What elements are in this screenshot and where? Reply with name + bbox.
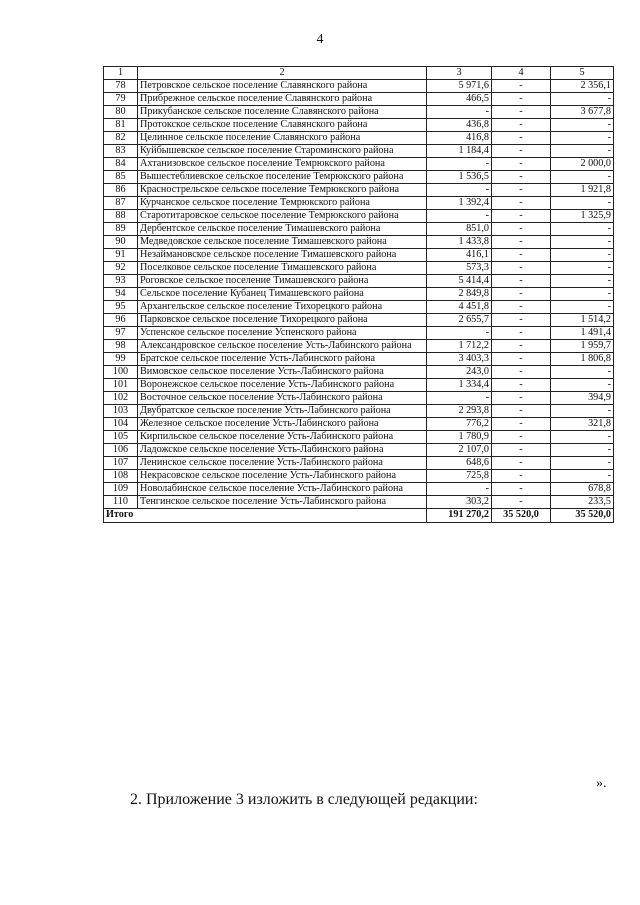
value-col-4: - <box>492 392 551 405</box>
value-col-5: - <box>551 171 614 184</box>
value-col-3: 303,2 <box>427 496 492 509</box>
value-col-4: - <box>492 470 551 483</box>
row-number: 92 <box>104 262 138 275</box>
value-col-3: 776,2 <box>427 418 492 431</box>
value-col-3: 5 414,4 <box>427 275 492 288</box>
value-col-3: 1 392,4 <box>427 197 492 210</box>
row-number: 106 <box>104 444 138 457</box>
value-col-4: - <box>492 93 551 106</box>
settlement-name: Незаймановское сельское поселение Тимашевского района <box>138 249 427 262</box>
table-row <box>104 405 614 418</box>
value-col-4: - <box>492 236 551 249</box>
table-row <box>104 197 614 210</box>
settlement-name: Воронежское сельское поселение Усть-Лабинского района <box>138 379 427 392</box>
value-col-5: 1 491,4 <box>551 327 614 340</box>
value-col-5: 3 677,8 <box>551 106 614 119</box>
value-col-3: 416,1 <box>427 249 492 262</box>
settlement-name: Ахтанизовское сельское поселение Темрюкского района <box>138 158 427 171</box>
value-col-5: 1 806,8 <box>551 353 614 366</box>
table-row <box>104 132 614 145</box>
settlement-name: Братское сельское поселение Усть-Лабинского района <box>138 353 427 366</box>
value-col-3: 3 403,3 <box>427 353 492 366</box>
value-col-4: - <box>492 353 551 366</box>
table-row <box>104 392 614 405</box>
table-row <box>104 444 614 457</box>
settlement-name: Восточное сельское поселение Усть-Лабинского района <box>138 392 427 405</box>
table-row <box>104 80 614 93</box>
table-row <box>104 418 614 431</box>
header-cell-2: 2 <box>138 67 427 80</box>
value-col-3: 4 451,8 <box>427 301 492 314</box>
row-number: 96 <box>104 314 138 327</box>
value-col-3: - <box>427 210 492 223</box>
value-col-4: - <box>492 210 551 223</box>
table-row <box>104 496 614 509</box>
value-col-4: - <box>492 249 551 262</box>
row-number: 105 <box>104 431 138 444</box>
settlement-name: Парковское сельское поселение Тихорецкого района <box>138 314 427 327</box>
value-col-5: 1 514,2 <box>551 314 614 327</box>
value-col-4: - <box>492 418 551 431</box>
value-col-4: - <box>492 197 551 210</box>
value-col-4: - <box>492 275 551 288</box>
row-number: 95 <box>104 301 138 314</box>
value-col-3: 1 712,2 <box>427 340 492 353</box>
settlement-name: Архангельское сельское поселение Тихорецкого района <box>138 301 427 314</box>
table-row <box>104 184 614 197</box>
value-col-3: 1 334,4 <box>427 379 492 392</box>
settlement-name: Двубратское сельское поселение Усть-Лабинского района <box>138 405 427 418</box>
settlement-name: Поселковое сельское поселение Тимашевского района <box>138 262 427 275</box>
value-col-4: - <box>492 327 551 340</box>
settlement-name: Кирпильское сельское поселение Усть-Лабинского района <box>138 431 427 444</box>
table-row <box>104 275 614 288</box>
value-col-3: 573,3 <box>427 262 492 275</box>
value-col-5: 233,5 <box>551 496 614 509</box>
row-number: 102 <box>104 392 138 405</box>
row-number: 85 <box>104 171 138 184</box>
table-row <box>104 379 614 392</box>
value-col-4: - <box>492 444 551 457</box>
settlement-name: Вимовское сельское поселение Усть-Лабинского района <box>138 366 427 379</box>
value-col-4: - <box>492 80 551 93</box>
value-col-4: - <box>492 184 551 197</box>
value-col-3: 2 849,8 <box>427 288 492 301</box>
value-col-3: 436,8 <box>427 119 492 132</box>
value-col-3: 851,0 <box>427 223 492 236</box>
value-col-5: 2 356,1 <box>551 80 614 93</box>
value-col-5: 1 959,7 <box>551 340 614 353</box>
table-row <box>104 431 614 444</box>
row-number: 89 <box>104 223 138 236</box>
page-number: 4 <box>316 32 324 47</box>
settlement-name: Некрасовское сельское поселение Усть-Лабинского района <box>138 470 427 483</box>
header-cell-5: 5 <box>551 67 614 80</box>
settlement-name: Краснострельское сельское поселение Темрюкского района <box>138 184 427 197</box>
value-col-4: - <box>492 366 551 379</box>
settlement-name: Вышестеблиевское сельское поселение Темрюкского района <box>138 171 427 184</box>
value-col-3: 1 433,8 <box>427 236 492 249</box>
row-number: 91 <box>104 249 138 262</box>
value-col-5: - <box>551 444 614 457</box>
row-number: 107 <box>104 457 138 470</box>
header-cell-1: 1 <box>104 67 138 80</box>
row-number: 81 <box>104 119 138 132</box>
settlement-name: Курчанское сельское поселение Темрюкского района <box>138 197 427 210</box>
total-col-4: 35 520,0 <box>492 509 551 523</box>
settlement-name: Ладожское сельское поселение Усть-Лабинского района <box>138 444 427 457</box>
value-col-4: - <box>492 288 551 301</box>
value-col-5: 394,9 <box>551 392 614 405</box>
settlement-name: Александровское сельское поселение Усть-Лабинского района <box>138 340 427 353</box>
value-col-3: - <box>427 483 492 496</box>
settlement-name: Железное сельское поселение Усть-Лабинского района <box>138 418 427 431</box>
value-col-3: 725,8 <box>427 470 492 483</box>
settlement-name: Ленинское сельское поселение Усть-Лабинского района <box>138 457 427 470</box>
value-col-5: - <box>551 145 614 158</box>
value-col-5: - <box>551 132 614 145</box>
table-row <box>104 327 614 340</box>
settlement-name: Целинное сельское поселение Славянского района <box>138 132 427 145</box>
value-col-5: 1 325,9 <box>551 210 614 223</box>
table-row <box>104 314 614 327</box>
settlement-name: Прикубанское сельское поселение Славянского района <box>138 106 427 119</box>
settlement-name: Медведовское сельское поселение Тимашевского района <box>138 236 427 249</box>
row-number: 98 <box>104 340 138 353</box>
value-col-4: - <box>492 158 551 171</box>
row-number: 104 <box>104 418 138 431</box>
value-col-5: - <box>551 197 614 210</box>
value-col-4: - <box>492 171 551 184</box>
row-number: 100 <box>104 366 138 379</box>
table-body <box>104 67 614 523</box>
table-row <box>104 366 614 379</box>
value-col-5: 678,8 <box>551 483 614 496</box>
value-col-4: - <box>492 301 551 314</box>
settlement-name: Успенское сельское поселение Успенского района <box>138 327 427 340</box>
table-row <box>104 236 614 249</box>
table-row <box>104 340 614 353</box>
total-row <box>104 509 614 523</box>
settlement-name: Старотитаровское сельское поселение Темрюкского района <box>138 210 427 223</box>
value-col-4: - <box>492 262 551 275</box>
value-col-5: - <box>551 470 614 483</box>
value-col-3: 648,6 <box>427 457 492 470</box>
value-col-4: - <box>492 145 551 158</box>
row-number: 86 <box>104 184 138 197</box>
value-col-5: - <box>551 262 614 275</box>
table-row <box>104 145 614 158</box>
settlement-name: Роговское сельское поселение Тимашевского района <box>138 275 427 288</box>
value-col-4: - <box>492 340 551 353</box>
table-row <box>104 119 614 132</box>
value-col-5: - <box>551 236 614 249</box>
value-col-3: 243,0 <box>427 366 492 379</box>
settlement-name: Прибрежное сельское поселение Славянского района <box>138 93 427 106</box>
row-number: 78 <box>104 80 138 93</box>
table-row <box>104 470 614 483</box>
table-row <box>104 483 614 496</box>
settlement-name: Тенгинское сельское поселение Усть-Лабинского района <box>138 496 427 509</box>
value-col-3: 2 293,8 <box>427 405 492 418</box>
header-cell-3: 3 <box>427 67 492 80</box>
value-col-4: - <box>492 405 551 418</box>
value-col-3: 466,5 <box>427 93 492 106</box>
row-number: 99 <box>104 353 138 366</box>
value-col-3: 1 780,9 <box>427 431 492 444</box>
settlement-name: Петровское сельское поселение Славянского района <box>138 80 427 93</box>
row-number: 101 <box>104 379 138 392</box>
value-col-5: - <box>551 301 614 314</box>
row-number: 97 <box>104 327 138 340</box>
value-col-5: 321,8 <box>551 418 614 431</box>
value-col-5: 2 000,0 <box>551 158 614 171</box>
row-number: 87 <box>104 197 138 210</box>
value-col-5: - <box>551 366 614 379</box>
value-col-3: - <box>427 158 492 171</box>
value-col-4: - <box>492 483 551 496</box>
value-col-3: - <box>427 106 492 119</box>
value-col-5: - <box>551 405 614 418</box>
table-row <box>104 210 614 223</box>
row-number: 108 <box>104 470 138 483</box>
value-col-3: 5 971,6 <box>427 80 492 93</box>
value-col-3: 2 107,0 <box>427 444 492 457</box>
value-col-5: - <box>551 119 614 132</box>
value-col-5: - <box>551 223 614 236</box>
value-col-3: - <box>427 327 492 340</box>
table-row <box>104 353 614 366</box>
row-number: 80 <box>104 106 138 119</box>
value-col-3: 2 655,7 <box>427 314 492 327</box>
value-col-5: - <box>551 431 614 444</box>
value-col-3: 1 536,5 <box>427 171 492 184</box>
value-col-3: 1 184,4 <box>427 145 492 158</box>
value-col-3: - <box>427 392 492 405</box>
table-row <box>104 288 614 301</box>
table-row <box>104 106 614 119</box>
settlement-name: Протокское сельское поселение Славянского района <box>138 119 427 132</box>
settlement-name: Дербентское сельское поселение Тимашевского района <box>138 223 427 236</box>
total-col-5: 35 520,0 <box>551 509 614 523</box>
value-col-4: - <box>492 314 551 327</box>
value-col-5: - <box>551 288 614 301</box>
value-col-3: 416,8 <box>427 132 492 145</box>
value-col-4: - <box>492 106 551 119</box>
value-col-4: - <box>492 223 551 236</box>
table-row <box>104 249 614 262</box>
value-col-4: - <box>492 379 551 392</box>
budget-table <box>103 66 614 523</box>
row-number: 79 <box>104 93 138 106</box>
value-col-4: - <box>492 431 551 444</box>
row-number: 93 <box>104 275 138 288</box>
table-row <box>104 301 614 314</box>
table-row <box>104 158 614 171</box>
settlement-name: Новолабинское сельское поселение Усть-Лабинского района <box>138 483 427 496</box>
table-header-row <box>104 67 614 80</box>
row-number: 103 <box>104 405 138 418</box>
row-number: 94 <box>104 288 138 301</box>
row-number: 88 <box>104 210 138 223</box>
value-col-5: - <box>551 93 614 106</box>
header-cell-4: 4 <box>492 67 551 80</box>
value-col-3: - <box>427 184 492 197</box>
row-number: 110 <box>104 496 138 509</box>
row-number: 82 <box>104 132 138 145</box>
settlement-name: Куйбышевское сельское поселение Староминского района <box>138 145 427 158</box>
table-row <box>104 93 614 106</box>
row-number: 109 <box>104 483 138 496</box>
total-col-3: 191 270,2 <box>427 509 492 523</box>
table-row <box>104 171 614 184</box>
value-col-4: - <box>492 457 551 470</box>
value-col-5: 1 921,8 <box>551 184 614 197</box>
value-col-5: - <box>551 275 614 288</box>
value-col-4: - <box>492 132 551 145</box>
table-row <box>104 223 614 236</box>
table-row <box>104 457 614 470</box>
total-label: Итого <box>104 509 427 523</box>
closing-quote: ». <box>596 776 607 791</box>
value-col-5: - <box>551 249 614 262</box>
row-number: 90 <box>104 236 138 249</box>
row-number: 84 <box>104 158 138 171</box>
paragraph-item-2: 2. Приложение 3 изложить в следующей редакции: <box>130 791 478 808</box>
value-col-4: - <box>492 496 551 509</box>
value-col-5: - <box>551 457 614 470</box>
value-col-4: - <box>492 119 551 132</box>
value-col-5: - <box>551 379 614 392</box>
settlement-name: Сельское поселение Кубанец Тимашевского района <box>138 288 427 301</box>
row-number: 83 <box>104 145 138 158</box>
table-row <box>104 262 614 275</box>
